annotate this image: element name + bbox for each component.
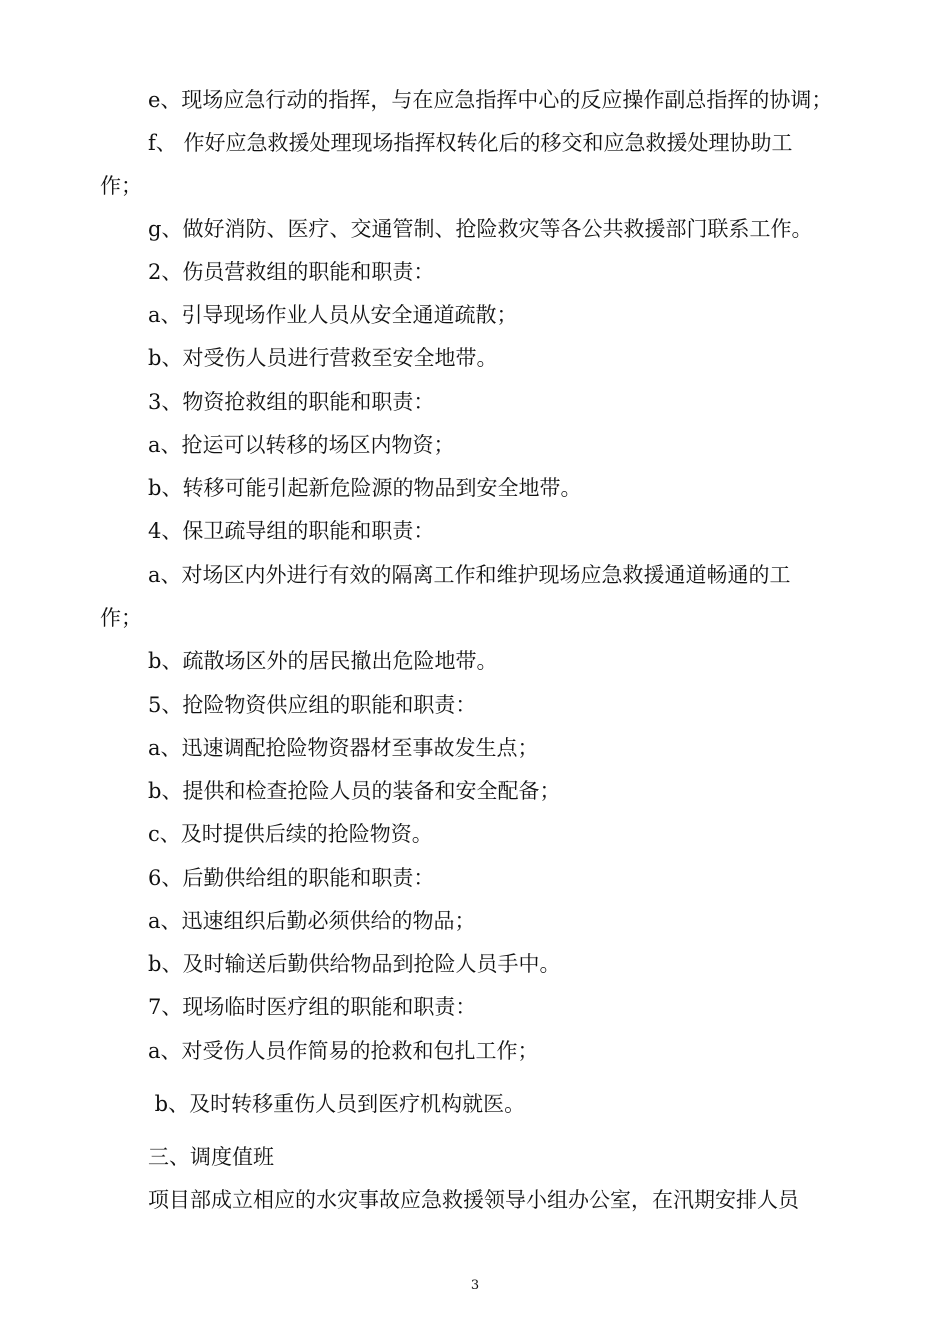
text-line: a、对场区内外进行有效的隔离工作和维护现场应急救援通道畅通的工 — [148, 563, 791, 587]
text-line: a、迅速组织后勤必须供给的物品； — [148, 909, 476, 933]
text-line: g、做好消防、医疗、交通管制、抢险救灾等各公共救援部门联系工作。 — [148, 217, 813, 241]
text-line: a、抢运可以转移的场区内物资； — [148, 433, 455, 457]
section-heading: 7、现场临时医疗组的职能和职责： — [148, 995, 477, 1019]
section-heading: 4、保卫疏导组的职能和职责： — [148, 519, 435, 543]
text-line: a、引导现场作业人员从安全通道疏散； — [148, 303, 518, 327]
text-line: 作； — [100, 606, 142, 630]
chapter-heading: 三、调度值班 — [148, 1145, 274, 1169]
section-heading: 3、物资抢救组的职能和职责： — [148, 390, 435, 414]
text-line: a、对受伤人员作简易的抢救和包扎工作； — [148, 1039, 539, 1063]
text-line: b、转移可能引起新危险源的物品到安全地带。 — [148, 476, 582, 500]
text-line: b、提供和检查抢险人员的装备和安全配备； — [148, 779, 561, 803]
text-line: 项目部成立相应的水灾事故应急救援领导小组办公室，在汛期安排人员 — [148, 1188, 799, 1212]
text-line: b、及时转移重伤人员到医疗机构就医。 — [148, 1092, 526, 1116]
text-line: b、疏散场区外的居民撤出危险地带。 — [148, 649, 498, 673]
text-line: b、对受伤人员进行营救至安全地带。 — [148, 346, 498, 370]
text-line: b、及时输送后勤供给物品到抢险人员手中。 — [148, 952, 561, 976]
text-line: c、及时提供后续的抢险物资。 — [148, 822, 433, 846]
section-heading: 5、抢险物资供应组的职能和职责： — [148, 693, 477, 717]
text-line: e、现场应急行动的指挥，与在应急指挥中心的反应操作副总指挥的协调； — [148, 88, 833, 112]
page-number: 3 — [470, 1278, 480, 1293]
section-heading: 2、伤员营救组的职能和职责： — [148, 260, 435, 284]
section-heading: 6、后勤供给组的职能和职责： — [148, 866, 435, 890]
text-line: f、 作好应急救援处理现场指挥权转化后的移交和应急救援处理协助工 — [148, 131, 793, 155]
text-line: 作； — [100, 174, 142, 198]
text-line: a、迅速调配抢险物资器材至事故发生点； — [148, 736, 539, 760]
